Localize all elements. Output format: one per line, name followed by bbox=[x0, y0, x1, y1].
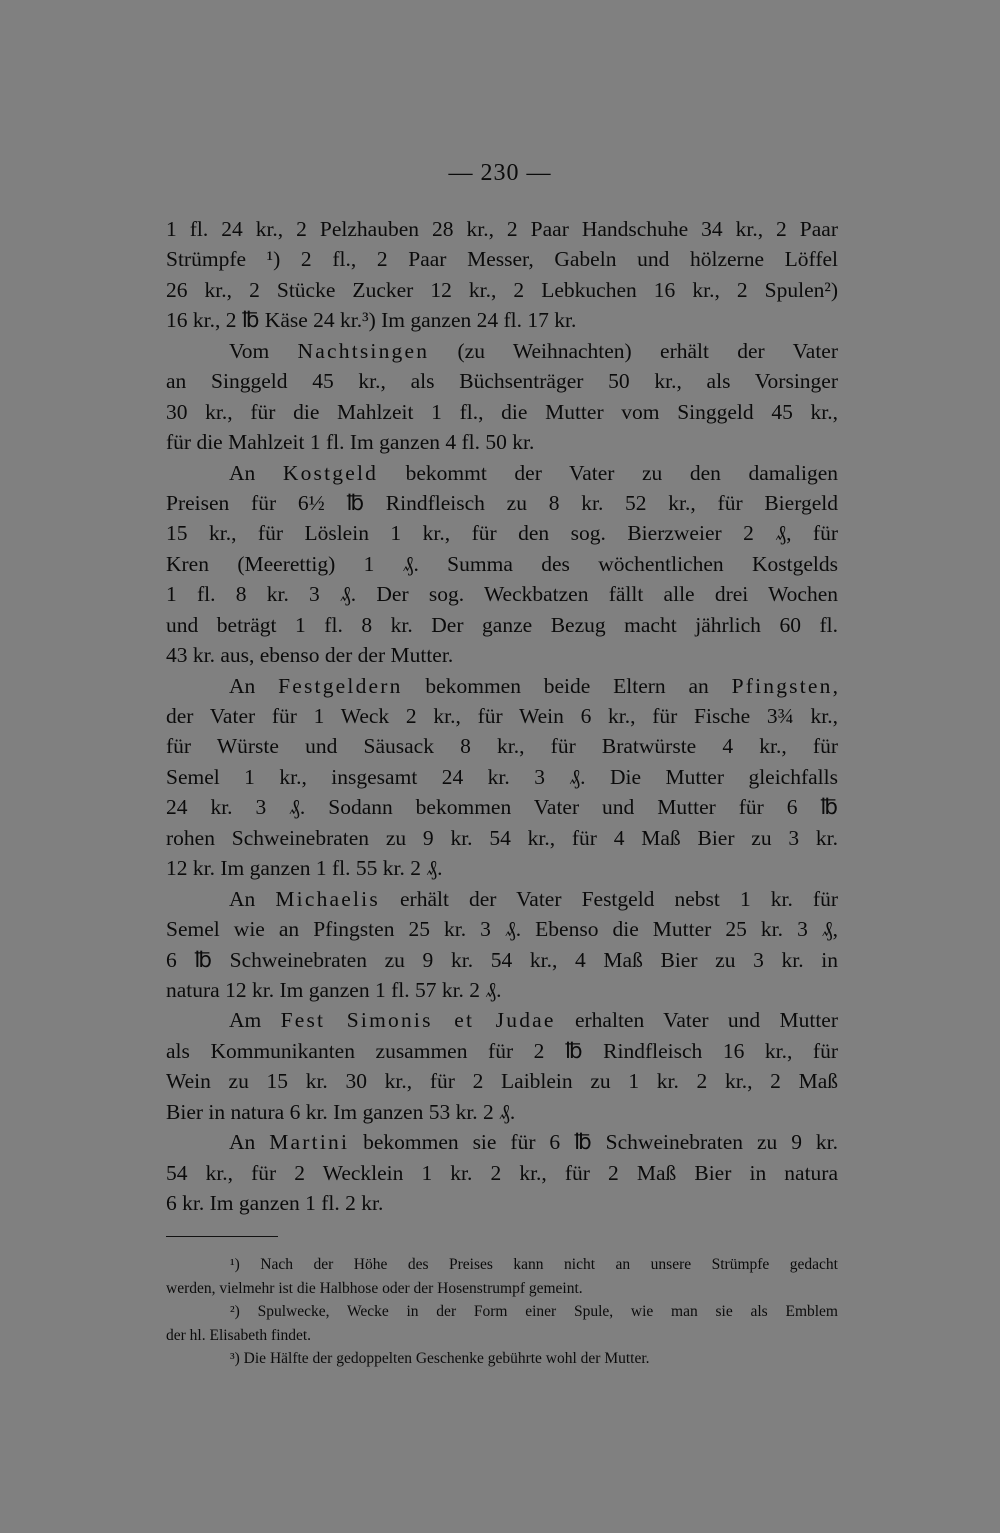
spaced-heading-festgeldern: Festgeldern bbox=[278, 673, 403, 698]
spaced-heading-nachtsingen: Nachtsingen bbox=[297, 338, 430, 363]
spaced-heading-pfingsten: Pfingsten bbox=[731, 673, 833, 698]
text-line: 6 kr. Im ganzen 1 fl. 2 kr. bbox=[166, 1191, 384, 1215]
footnote-2: ²) Spulwecke, Wecke in der Form einer Spule, wie man sie als Emblem bbox=[230, 1303, 838, 1321]
text-line: Kren (Meerettig) 1 ₰. Summa des wöchentlichen Kostgelds bbox=[166, 551, 838, 576]
paragraph-start-line: An Martini bekommen sie für 6 ℔ Schweinebraten zu 9 kr. bbox=[229, 1130, 838, 1155]
paragraph-start-line: An Kostgeld bekommt der Vater zu den damaligen bbox=[229, 460, 838, 485]
text-line: Strümpfe ¹) 2 fl., 2 Paar Messer, Gabeln und hölzerne Löffel bbox=[166, 247, 838, 272]
text-line: 15 kr., für Löslein 1 kr., für den sog. Bierzweier 2 ₰, für bbox=[166, 521, 838, 546]
spaced-heading-simonis-judae: Fest Simonis et Judae bbox=[280, 1008, 556, 1033]
footnote-1: ¹) Nach der Höhe des Preises kann nicht an unsere Strümpfe gedacht bbox=[230, 1256, 838, 1273]
footnotes bbox=[166, 1253, 838, 1371]
body-text bbox=[166, 214, 838, 1218]
text-line: 6 ℔ Schweinebraten zu 9 kr. 54 kr., 4 Maß Bier zu 3 kr. in bbox=[166, 947, 838, 972]
text-line: an Singgeld 45 kr., als Büchsenträger 50 kr., als Vorsinger bbox=[166, 369, 838, 394]
text-line: Semel wie an Pfingsten 25 kr. 3 ₰. Ebenso die Mutter 25 kr. 3 ₰, bbox=[166, 917, 838, 942]
footnote-divider bbox=[166, 1236, 278, 1237]
text-line: und beträgt 1 fl. 8 kr. Der ganze Bezug macht jährlich 60 fl. bbox=[166, 612, 838, 637]
text-line: 1 fl. 8 kr. 3 ₰. Der sog. Weckbatzen fällt alle drei Wochen bbox=[166, 582, 838, 607]
text-line: rohen Schweinebraten zu 9 kr. 54 kr., für 4 Maß Bier zu 3 kr. bbox=[166, 825, 838, 850]
text-line: 1 fl. 24 kr., 2 Pelzhauben 28 kr., 2 Paar Handschuhe 34 kr., 2 Paar bbox=[166, 217, 838, 241]
footnote-2-cont: der hl. Elisabeth findet. bbox=[166, 1326, 312, 1344]
text-line: für Würste und Säusack 8 kr., für Bratwürste 4 kr., für bbox=[166, 734, 838, 759]
text-line: für die Mahlzeit 1 fl. Im ganzen 4 fl. 50 kr. bbox=[166, 430, 535, 455]
footnote-3: ³) Die Hälfte der gedoppelten Geschenke gebührte wohl der Mutter. bbox=[230, 1350, 650, 1368]
text-line: 54 kr., für 2 Wecklein 1 kr. 2 kr., für 2 Maß Bier in natura bbox=[166, 1160, 838, 1185]
paragraph-start-line: An Michaelis erhält der Vater Festgeld nebst 1 kr. für bbox=[229, 886, 838, 911]
paragraph-start-line: Vom Nachtsingen (zu Weihnachten) erhält der Vater bbox=[229, 338, 838, 363]
paragraph-start-line: Am Fest Simonis et Judae erhalten Vater und Mutter bbox=[229, 1008, 838, 1033]
text-line: 16 kr., 2 ℔ Käse 24 kr.³) Im ganzen 24 fl. 17 kr. bbox=[166, 308, 577, 333]
footnote-1-cont: werden, vielmehr ist die Halbhose oder der Hosenstrumpf gemeint. bbox=[166, 1279, 583, 1297]
text-line: 24 kr. 3 ₰. Sodann bekommen Vater und Mutter für 6 ℔ bbox=[166, 795, 838, 820]
text-line: 30 kr., für die Mahlzeit 1 fl., die Mutter vom Singgeld 45 kr., bbox=[166, 399, 838, 424]
text-line: natura 12 kr. Im ganzen 1 fl. 57 kr. 2 ₰. bbox=[166, 977, 502, 1002]
spaced-heading-kostgeld: Kostgeld bbox=[282, 460, 379, 485]
text-line: Wein zu 15 kr. 30 kr., für 2 Laiblein zu 1 kr. 2 kr., 2 Maß bbox=[166, 1069, 838, 1094]
text-line: 26 kr., 2 Stücke Zucker 12 kr., 2 Lebkuchen 16 kr., 2 Spulen²) bbox=[166, 277, 838, 302]
text-line: als Kommunikanten zusammen für 2 ℔ Rindfleisch 16 kr., für bbox=[166, 1038, 838, 1063]
text-line: Bier in natura 6 kr. Im ganzen 53 kr. 2 ₰. bbox=[166, 1099, 516, 1124]
text-line: Semel 1 kr., insgesamt 24 kr. 3 ₰. Die Mutter gleichfalls bbox=[166, 764, 838, 789]
spaced-heading-martini: Martini bbox=[269, 1130, 350, 1155]
page-number: — 230 — bbox=[448, 160, 552, 186]
text-line: Preisen für 6½ ℔ Rindfleisch zu 8 kr. 52 kr., für Biergeld bbox=[166, 490, 838, 515]
paragraph-start-line: An Festgeldern bekommen beide Eltern an Pfingsten, bbox=[229, 673, 838, 698]
text-line: 43 kr. aus, ebenso der der Mutter. bbox=[166, 643, 454, 668]
text-line: 12 kr. Im ganzen 1 fl. 55 kr. 2 ₰. bbox=[166, 856, 443, 881]
text-line: der Vater für 1 Weck 2 kr., für Wein 6 kr., für Fische 3¾ kr., bbox=[166, 704, 838, 728]
spaced-heading-michaelis: Michaelis bbox=[275, 886, 380, 911]
